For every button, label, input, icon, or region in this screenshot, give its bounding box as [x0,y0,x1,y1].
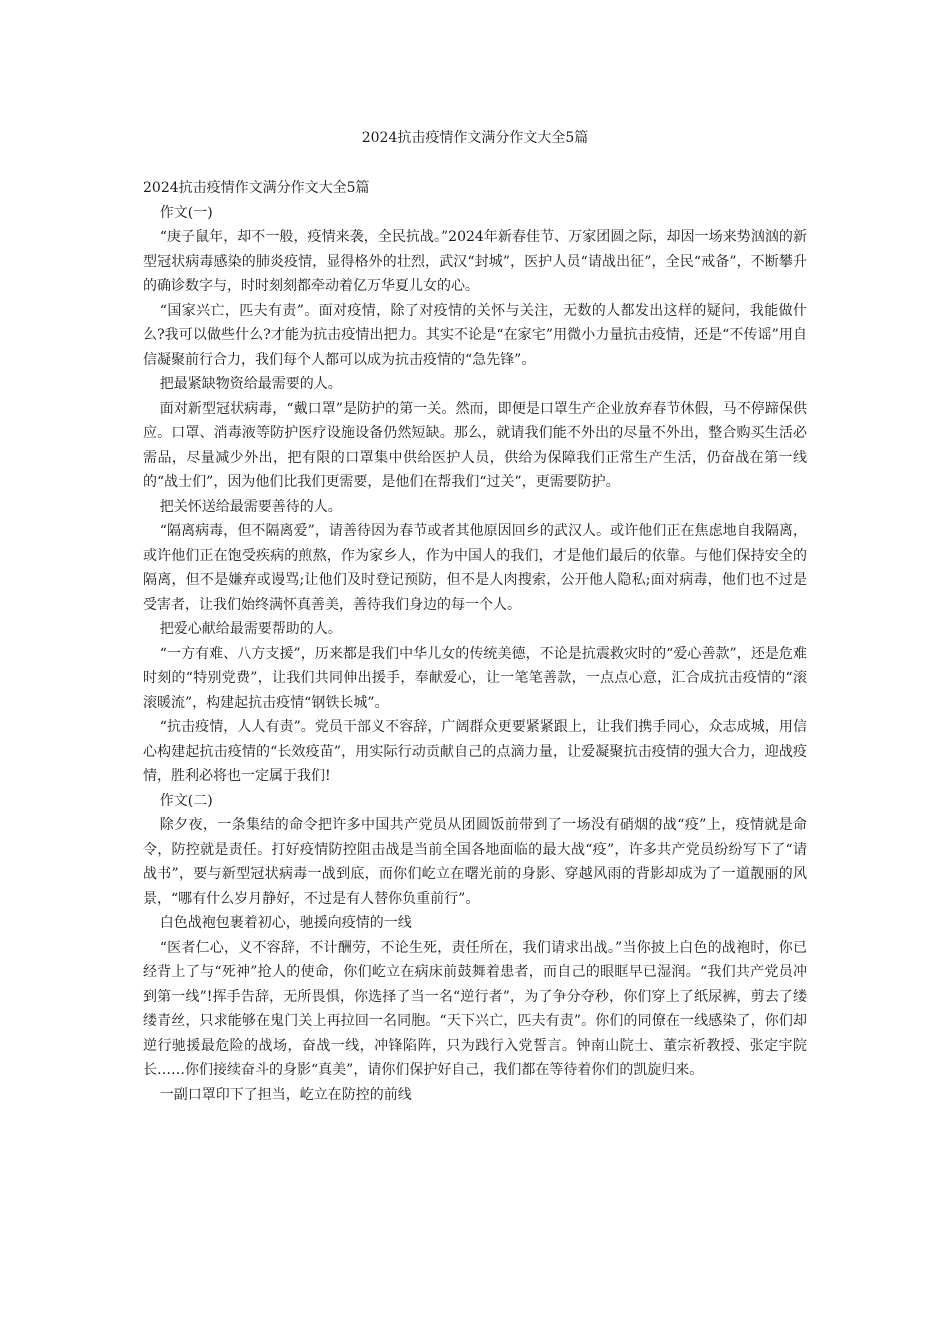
paragraph: 一副口罩印下了担当，屹立在防控的前线 [159,1086,412,1103]
paragraph: “抗击疫情，人人有责”。党员干部义不容辞，广阔群众更要紧紧跟上，让我们携手同心，众志成城，用信心构建起抗击疫情的“长效疫苗”，用实际行动贡献自己的点滴力量，让爱凝聚抗击疫情的强大合力，迎战疫情，胜利必将也一定属于我们! [143,719,807,784]
paragraph: 面对新型冠状病毒，“戴口罩”是防护的第一关。然而，即便是口罩生产企业放弃春节休假，马不停蹄保供应。口罩、消毒液等防护医疗设施设备仍然短缺。那么，就请我们能不外出的尽量不外出，整合购买生活必需品，尽量减少外出，把有限的口罩集中供给医护人员，供给为保障我们正常生产生活，仍奋战在第一线的“战士们”，因为他们比我们更需要，是他们在帮我们“过关”，更需要防护。 [143,400,807,490]
paragraph: “医者仁心，义不容辞，不计酬劳，不论生死，责任所在，我们请求出战。”当你披上白色的战袍时，你已经背上了与“死神”抢人的使命，你们屹立在病床前鼓舞着患者，而自己的眼眶早已湿润。“我们共产党员冲到第一线”!挥手告辞，无所畏惧，你选择了当一名“逆行者”，为了争分夺秒，你们穿上了纸尿裤，剪去了缕缕青丝，只求能够在鬼门关上再拉回一名同胞。“天下兴亡，匹夫有责”。你们的同僚在一线感染了，你们却逆行驰援最危险的战场，奋战一线，冲锋陷阵，只为践行入党誓言。钟南山院士、董宗祈教授、张定宇院长……你们接续奋斗的身影“真美”，请你们保护好自己，我们都在等待着你们的凯旋归来。 [143,939,807,1078]
paragraph: 2024抗击疫情作文满分作文大全5篇 [143,180,370,196]
paragraph: 除夕夜，一条集结的命令把许多中国共产党员从团圆饭前带到了一场没有硝烟的战“疫”上，疫情就是命令，防控就是责任。打好疫情防控阻击战是当前全国各地面临的最大战“疫”，许多共产党员纷纷写下了“请战书”，要与新型冠状病毒一战到底，而你们屹立在曙光前的身影、穿越风雨的背影却成为了一道靓丽的风景，“哪有什么岁月静好，不过是有人替你负重前行”。 [143,817,807,907]
paragraph: 把最紧缺物资给最需要的人。 [159,376,342,392]
paragraph: 作文(一) [159,204,213,221]
paragraph: 把关怀送给最需要善待的人。 [159,498,342,515]
paragraph: “庚子鼠年，却不一般，疫情来袭，全民抗战。”2024年新春佳节、万家团圆之际，却因一场来势汹汹的新型冠状病毒感染的肺炎疫情，显得格外的壮烈，武汉“封城”，医护人员“请战出征”，全民“戒备”，不断攀升的确诊数字与，时时刻刻都牵动着亿万华夏儿女的心。 [143,229,807,294]
paragraph: 白色战袍包裹着初心，驰援向疫情的一线 [159,915,412,931]
document-body [143,176,807,1107]
paragraph: 作文(二) [159,792,213,809]
paragraph: “国家兴亡，匹夫有责”。面对疫情，除了对疫情的关怀与关注，无数的人都发出这样的疑问，我能做什么?我可以做些什么?才能为抗击疫情出把力。其实不论是“在家宅”用微小力量抗击疫情，还是“不传谣”用自信凝聚前行合力，我们每个人都可以成为抗击疫情的“急先锋”。 [143,302,807,368]
paragraph: “一方有难、八方支援”，历来都是我们中华儿女的传统美德，不论是抗震救灾时的“爱心善款”，还是危难时刻的“特别党费”，让我们共同伸出援手，奉献爱心，让一笔笔善款，一点点心意，汇合成抗击疫情的“滚滚暖流”，构建起抗击疫情“钢铁长城”。 [143,645,807,711]
document-title: 2024抗击疫情作文满分作文大全5篇 [361,130,589,146]
paragraph: 把爱心献给最需要帮助的人。 [159,621,342,637]
paragraph: “隔离病毒，但不隔离爱”，请善待因为春节或者其他原因回乡的武汉人。或许他们正在焦虑地自我隔离，或许他们正在饱受疾病的煎熬，作为家乡人，作为中国人的我们，才是他们最后的依靠。与他们保持安全的隔离，但不是嫌弃或谩骂;让他们及时登记预防，但不是人肉搜索，公开他人隐私;面对病毒，他们也不过是受害者，让我们始终满怀真善美，善待我们身边的每一个人。 [143,523,807,613]
